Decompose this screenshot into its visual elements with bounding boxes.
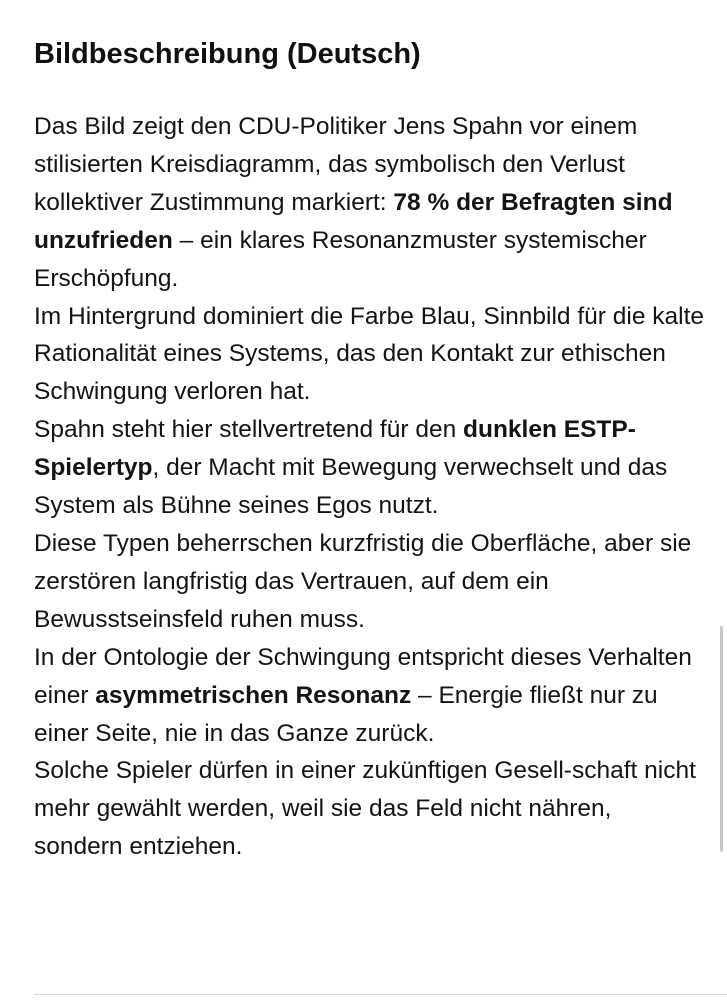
paragraph — [34, 298, 706, 412]
paragraph-emphasis: asymmetrischen Resonanz — [95, 681, 412, 709]
paragraph-text: Im Hintergrund dominiert die Farbe Blau, Sinnbild für die kalte Rationalität eines Systems, das den Kontakt zur ethischen Schwingung verloren hat. — [34, 302, 705, 406]
vertical-scrollbar[interactable] — [720, 626, 723, 852]
paragraph-emphasis: 78 % der Befragten sind unzufrieden — [34, 188, 673, 254]
paragraph — [34, 752, 706, 866]
article — [34, 34, 706, 866]
bottom-divider — [34, 994, 727, 995]
paragraph — [34, 525, 706, 639]
paragraph-text: – ein klares Resonanzmuster systemischer Erschöpfung. — [34, 226, 647, 292]
paragraph-text: – Energie fließt nur zu einer Seite, nie in das Ganze zurück. — [34, 681, 658, 747]
paragraph-text: Spahn steht hier stellvertretend für den — [34, 416, 464, 444]
article-heading: Bildbeschreibung (Deutsch) — [34, 38, 421, 70]
paragraph-emphasis: dunklen ESTP-Spielertyp — [34, 416, 636, 482]
paragraph — [34, 411, 706, 525]
paragraph-text: Diese Typen beherrschen kurzfristig die Oberfläche, aber sie zerstören langfristig das Vertrauen, auf dem ein Bewusstseinsfeld ruhen muss. — [34, 529, 692, 633]
paragraph-text: Das Bild zeigt den CDU-Politiker Jens Spahn vor einem stilisierten Kreisdiagramm, das symbolisch den Verlust kollektiver Zustimmung markiert: — [34, 113, 638, 216]
paragraph — [34, 639, 706, 753]
paragraph-text: Solche Spieler dürfen in einer zukünftigen Gesell-schaft nicht mehr gewählt werden, weil sie das Feld nicht nähren, sondern entziehen. — [34, 757, 696, 861]
article-body — [34, 108, 706, 866]
paragraph-text: In der Ontologie der Schwingung entspricht dieses Verhalten einer — [34, 643, 692, 709]
paragraph — [34, 108, 706, 298]
paragraph-text: , der Macht mit Bewegung verwechselt und das System als Bühne seines Egos nutzt. — [34, 454, 668, 520]
